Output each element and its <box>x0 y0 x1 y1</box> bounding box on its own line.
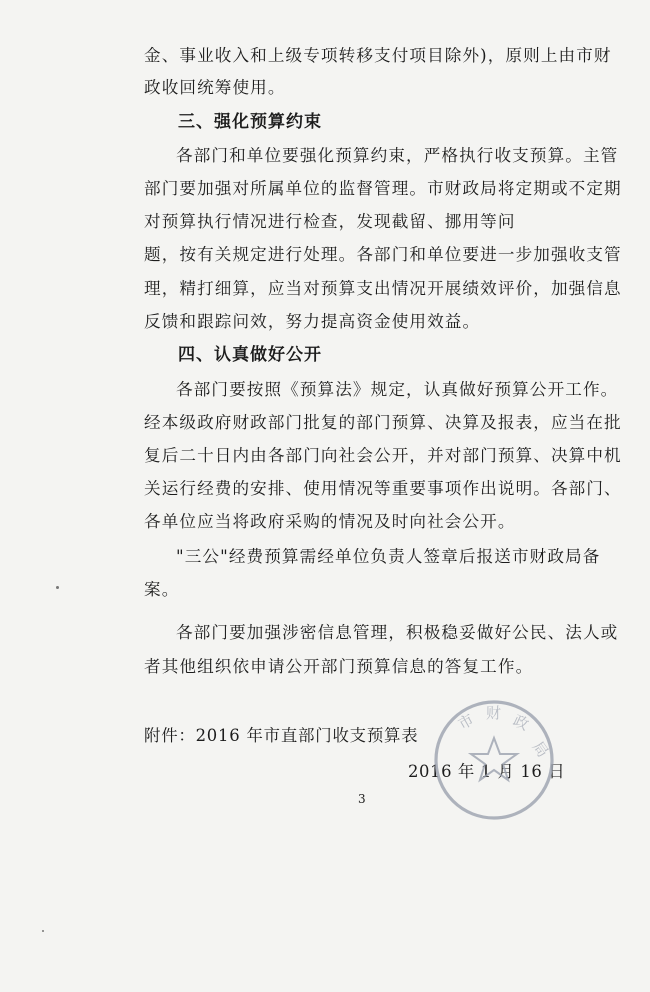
scan-speck <box>56 586 59 589</box>
body-line: 部门要加强对所属单位的监督管理。市财政局将定期或不定期 <box>144 179 622 198</box>
body-line: 复后二十日内由各部门向社会公开，并对部门预算、决算中机 <box>144 446 622 465</box>
body-line: 金、事业收入和上级专项转移支付项目除外)，原则上由市财 <box>144 46 612 65</box>
body-line: 经本级政府财政部门批复的部门预算、决算及报表，应当在批 <box>144 413 622 432</box>
svg-text:政: 政 <box>510 711 532 734</box>
body-line: 题，按有关规定进行处理。各部门和单位要进一步加强收支管 <box>144 245 622 264</box>
body-line: 各部门要按照《预算法》规定，认真做好预算公开工作。 <box>176 380 619 399</box>
body-line: 案。 <box>144 580 180 599</box>
section-heading: 三、强化预算约束 <box>178 112 322 132</box>
body-line: "三公"经费预算需经单位负责人签章后报送市财政局备 <box>176 547 601 566</box>
body-line: 对预算执行情况进行检查，发现截留、挪用等问 <box>144 212 516 231</box>
body-line: 理，精打细算，应当对预算支出情况开展绩效评价，加强信息 <box>144 279 622 298</box>
body-line: 反馈和跟踪问效，努力提高资金使用效益。 <box>144 312 481 331</box>
section-heading: 四、认真做好公开 <box>178 345 322 365</box>
svg-text:市: 市 <box>455 710 478 734</box>
body-line: 各部门要加强涉密信息管理，积极稳妥做好公民、法人或 <box>176 623 619 642</box>
attachment-note: 附件：2016 年市直部门收支预算表 <box>144 726 419 745</box>
body-line: 政收回统筹使用。 <box>144 78 286 97</box>
svg-text:局: 局 <box>528 737 553 761</box>
body-line: 各单位应当将政府采购的情况及时向社会公开。 <box>144 512 516 531</box>
body-line: 各部门和单位要强化预算约束，严格执行收支预算。主管 <box>176 146 619 165</box>
svg-text:财: 财 <box>486 704 502 722</box>
issue-date: 2016 年 1 月 16 日 <box>408 762 566 781</box>
official-seal-stamp <box>428 694 560 826</box>
scan-speck <box>42 930 44 932</box>
body-line: 关运行经费的安排、使用情况等重要事项作出说明。各部门、 <box>144 479 622 498</box>
page-number: 3 <box>358 792 366 806</box>
body-line: 者其他组织依申请公开部门预算信息的答复工作。 <box>144 657 534 676</box>
